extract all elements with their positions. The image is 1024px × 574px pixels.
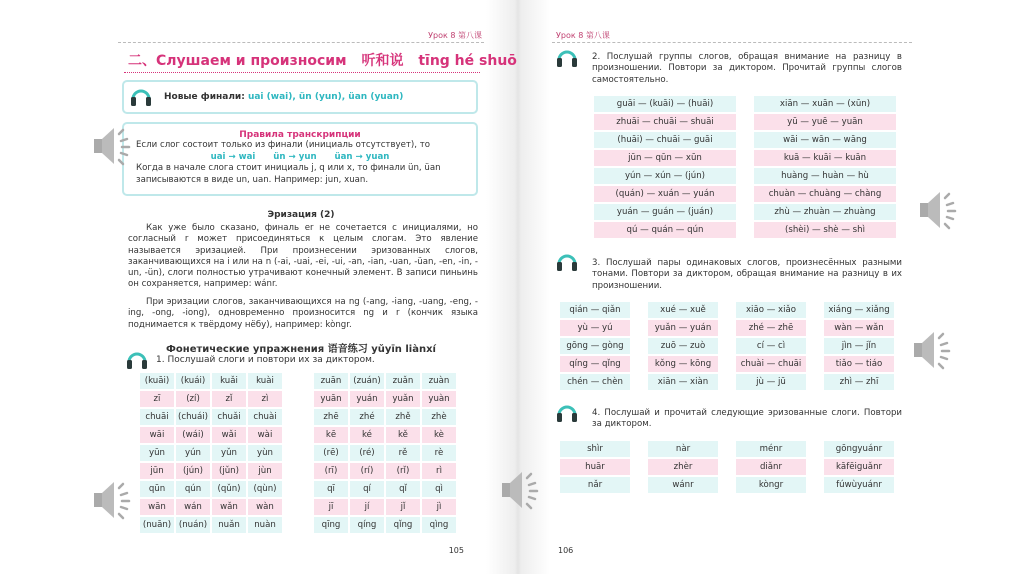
syllable-cell: jí [350, 499, 384, 515]
syllable-cell: (qǔn) [212, 481, 246, 497]
syllable-cell: jī [314, 499, 348, 515]
syllable-cell: zhé — zhē [736, 320, 806, 336]
syllable-cell: zuō — zuò [648, 338, 718, 354]
syllable-cell: fúwùyuánr [824, 477, 894, 493]
headphones-icon[interactable] [556, 48, 578, 68]
syllable-cell: kǒng — kōng [648, 356, 718, 372]
syllable-cell: (kuāi) [140, 373, 174, 389]
title-chinese: 听和说 [361, 53, 404, 69]
syllable-cell: xiáng — xiǎng [824, 302, 894, 318]
syllable-cell: huàng — huàn — hù [754, 168, 896, 184]
syllable-cell: (qùn) [248, 481, 282, 497]
syllable-cell: zhé [350, 409, 384, 425]
syllable-cell: zhì — zhī [824, 374, 894, 390]
syllable-cell: kuā — kuāi — kuān [754, 150, 896, 166]
syllable-cell: cí — cì [736, 338, 806, 354]
syllable-cell: chuāi [140, 409, 174, 425]
exercise-1-instruction: 1. Послушай слоги и повтори их за диктором. [156, 355, 375, 365]
syllable-cell: chuǎi [212, 409, 246, 425]
syllable-cell: qǐng [386, 517, 420, 533]
title-text: 二、Слушаем и произносим [128, 53, 347, 69]
syllable-cell: wàn — wǎn [824, 320, 894, 336]
syllable-cell: (nuán) [176, 517, 210, 533]
exercise-1-table-right [314, 373, 456, 533]
syllable-cell: guāi — (kuāi) — (huāi) [594, 96, 736, 112]
syllable-cell: nuǎn [212, 517, 246, 533]
instruction-text: 2. Послушай группы слогов, обращая внимание на разницу в произношении. Повтори за диктором. Прочитай группы слогов самостоятельно. [592, 52, 902, 85]
syllable-cell: (ré) [350, 445, 384, 461]
syllable-cell: (rǐ) [386, 463, 420, 479]
new-finals-line [164, 92, 403, 102]
syllable-cell: wánr [648, 477, 718, 493]
syllable-cell: jūn — qūn — xūn [594, 150, 736, 166]
syllable-cell: chén — chèn [560, 374, 630, 390]
speaker-icon[interactable] [92, 478, 132, 522]
syllable-cell: (rē) [314, 445, 348, 461]
exercise-4-instruction [592, 408, 902, 431]
syllable-cell: zǐ [212, 391, 246, 407]
syllable-cell: yuán — guán — (juán) [594, 204, 736, 220]
syllable-cell: zhē [314, 409, 348, 425]
syllable-cell: yuǎn [386, 391, 420, 407]
syllable-cell: nǎr [560, 477, 630, 493]
syllable-cell: chuài — chuāi [736, 356, 806, 372]
syllable-cell: qú — quán — qún [594, 222, 736, 238]
syllable-cell: zhèr [648, 459, 718, 475]
syllable-cell: tiǎo — tiáo [824, 356, 894, 372]
lesson-header: Урок 8 第八课 [556, 31, 610, 40]
syllable-cell: (zuán) [350, 373, 384, 389]
syllable-cell: zuàn [422, 373, 456, 389]
syllable-cell: qī [314, 481, 348, 497]
lesson-header: Урок 8 第八课 [428, 31, 482, 40]
rules-text: Когда в начале слога стоит инициаль j, q или x, то финали ün, üan записываются в виде un, uan. Например: jun, xuan. [136, 163, 441, 185]
syllable-cell: qíng — qǐng [560, 356, 630, 372]
syllable-cell: wāi [140, 427, 174, 443]
syllable-cell: nàr [648, 441, 718, 457]
erization-paragraph: При эризации слогов, заканчивающихся на ng (-ang, -iang, -uang, -eng, -ing, -ong, -iong), одновременно произносится ng и r (кончик языка поднимается к твёрдому нёбу), например: kòngr. [128, 297, 478, 330]
syllable-cell: qún [176, 481, 210, 497]
new-finals-values: uai (wai), ün (yun), üan (yuan) [247, 92, 404, 102]
page-number: 105 [448, 546, 464, 555]
syllable-cell: (wái) [176, 427, 210, 443]
divider [118, 42, 484, 43]
syllable-cell: yuàn [422, 391, 456, 407]
right-page [552, 0, 912, 574]
syllable-cell: (nuān) [140, 517, 174, 533]
syllable-cell: qīng [314, 517, 348, 533]
syllable-cell: yǔn [212, 445, 246, 461]
headphones-icon[interactable] [126, 350, 148, 370]
syllable-cell: (chuái) [176, 409, 210, 425]
syllable-cell: qíng [350, 517, 384, 533]
syllable-cell: kuǎi [212, 373, 246, 389]
syllable-cell: yù — yú [560, 320, 630, 336]
syllable-cell: zì [248, 391, 282, 407]
syllable-cell: qūn [140, 481, 174, 497]
syllable-cell: qián — qiǎn [560, 302, 630, 318]
syllable-cell: gōngyuánr [824, 441, 894, 457]
syllable-cell: kè [422, 427, 456, 443]
syllable-cell: yūn [140, 445, 174, 461]
syllable-cell: kuài [248, 373, 282, 389]
syllable-cell: (quán) — xuán — yuán [594, 186, 736, 202]
instruction-text: 3. Послушай пары одинаковых слогов, произнесённых разными тонами. Повтори за диктором, обращая внимание на разницу в их произношении. [592, 258, 902, 291]
title-underline [124, 72, 480, 73]
title-pinyin: tīng hé shuō [418, 53, 517, 69]
syllable-cell: (rī) [314, 463, 348, 479]
rules-box [122, 122, 478, 196]
syllable-cell: wǎn [212, 499, 246, 515]
syllable-cell: (zí) [176, 391, 210, 407]
syllable-cell: (huāi) — chuāi — guāi [594, 132, 736, 148]
erization-heading: Эризация (2) [267, 210, 335, 220]
syllable-cell: (kuái) [176, 373, 210, 389]
exercise-4-table [560, 441, 894, 493]
syllable-cell: kāfēiguǎnr [824, 459, 894, 475]
syllable-cell: kòngr [736, 477, 806, 493]
syllable-cell: jùn [248, 463, 282, 479]
headphones-icon[interactable] [130, 87, 152, 107]
syllable-cell: yún — xún — (jún) [594, 168, 736, 184]
syllable-cell: kě [386, 427, 420, 443]
syllable-cell: yū — yuē — yuān [754, 114, 896, 130]
syllable-cell: rè [422, 445, 456, 461]
syllable-cell: zhě [386, 409, 420, 425]
syllable-cell: xiān — xuān — (xūn) [754, 96, 896, 112]
syllable-cell: yuán [350, 391, 384, 407]
syllable-cell: zī [140, 391, 174, 407]
erization-paragraph: Как уже было сказано, финаль er не сочетается с инициалями, но согласный r может присоединяться к целым слогам. Это явление называется эризацией. При произнесении эризованных слогов, заканчивающихся на i или на n (-ai, -uai, -ei, -ui, -an, -ian, -uan, -üan, -en, -in, -un, -ün), слоги полностью утрачивают конечный элемент. В записи пиньинь он сохраняется, например: wánr. [128, 223, 478, 290]
exercises-heading: Фонетические упражнения 语音练习 yǔyīn liànxí [166, 344, 436, 355]
syllable-cell: gōng — gòng [560, 338, 630, 354]
exercise-3-instruction [592, 258, 902, 292]
exercise-3-table [560, 302, 894, 390]
headphones-icon[interactable] [556, 252, 578, 272]
syllable-cell: ménr [736, 441, 806, 457]
page-number: 106 [558, 546, 574, 555]
syllable-cell: wāi — wān — wāng [754, 132, 896, 148]
syllable-cell: jǐ [386, 499, 420, 515]
syllable-cell: wān [140, 499, 174, 515]
new-finals-box [122, 80, 478, 114]
section-title [128, 50, 517, 70]
syllable-cell: rě [386, 445, 420, 461]
syllable-cell: xué — xuě [648, 302, 718, 318]
divider [552, 42, 912, 43]
speaker-icon[interactable] [918, 188, 958, 232]
syllable-cell: xiān — xiàn [648, 374, 718, 390]
new-finals-label: Новые финали: [164, 92, 245, 102]
instruction-text: 4. Послушай и прочитай следующие эризованные слоги. Повтори за диктором. [592, 408, 902, 430]
syllable-cell: zhuāi — chuāi — shuāi [594, 114, 736, 130]
syllable-cell: wài [248, 427, 282, 443]
syllable-cell: diǎnr [736, 459, 806, 475]
syllable-cell: yuān [314, 391, 348, 407]
speaker-icon[interactable] [500, 468, 540, 512]
rules-title: Правила транскрипции [239, 130, 361, 140]
syllable-cell: (jún) [176, 463, 210, 479]
speaker-icon[interactable] [912, 328, 952, 372]
syllable-cell: xiāo — xiǎo [736, 302, 806, 318]
syllable-cell: yún [176, 445, 210, 461]
rules-conversions: uai → wai ün → yun üan → yuan [210, 151, 390, 162]
syllable-cell: jūn [140, 463, 174, 479]
syllable-cell: chuàn — chuàng — chàng [754, 186, 896, 202]
syllable-cell: yùn [248, 445, 282, 461]
syllable-cell: qí [350, 481, 384, 497]
syllable-cell: jù — jū [736, 374, 806, 390]
syllable-cell: zhè [422, 409, 456, 425]
exercise-2-instruction [592, 52, 902, 86]
syllable-cell: wàn [248, 499, 282, 515]
exercise-2-table [594, 96, 896, 238]
syllable-cell: (jǔn) [212, 463, 246, 479]
syllable-cell: shìr [560, 441, 630, 457]
syllable-cell: zhù — zhuàn — zhuàng [754, 204, 896, 220]
syllable-cell: zuǎn [386, 373, 420, 389]
left-page [118, 0, 517, 574]
syllable-cell: yuǎn — yuán [648, 320, 718, 336]
syllable-cell: huār [560, 459, 630, 475]
syllable-cell: rì [422, 463, 456, 479]
rules-text: Если слог состоит только из финали (инициаль отсутствует), то [136, 140, 430, 150]
syllable-cell: ké [350, 427, 384, 443]
syllable-cell: wán [176, 499, 210, 515]
syllable-cell: (shèi) — shè — shì [754, 222, 896, 238]
syllable-cell: kē [314, 427, 348, 443]
syllable-cell: (rí) [350, 463, 384, 479]
speaker-icon[interactable] [92, 124, 132, 168]
syllable-cell: wǎi [212, 427, 246, 443]
syllable-cell: qì [422, 481, 456, 497]
syllable-cell: zuān [314, 373, 348, 389]
syllable-cell: qǐ [386, 481, 420, 497]
headphones-icon[interactable] [556, 403, 578, 423]
syllable-cell: nuàn [248, 517, 282, 533]
exercise-1-table-left [140, 373, 282, 533]
syllable-cell: jìn — jǐn [824, 338, 894, 354]
syllable-cell: jì [422, 499, 456, 515]
syllable-cell: chuài [248, 409, 282, 425]
syllable-cell: qìng [422, 517, 456, 533]
